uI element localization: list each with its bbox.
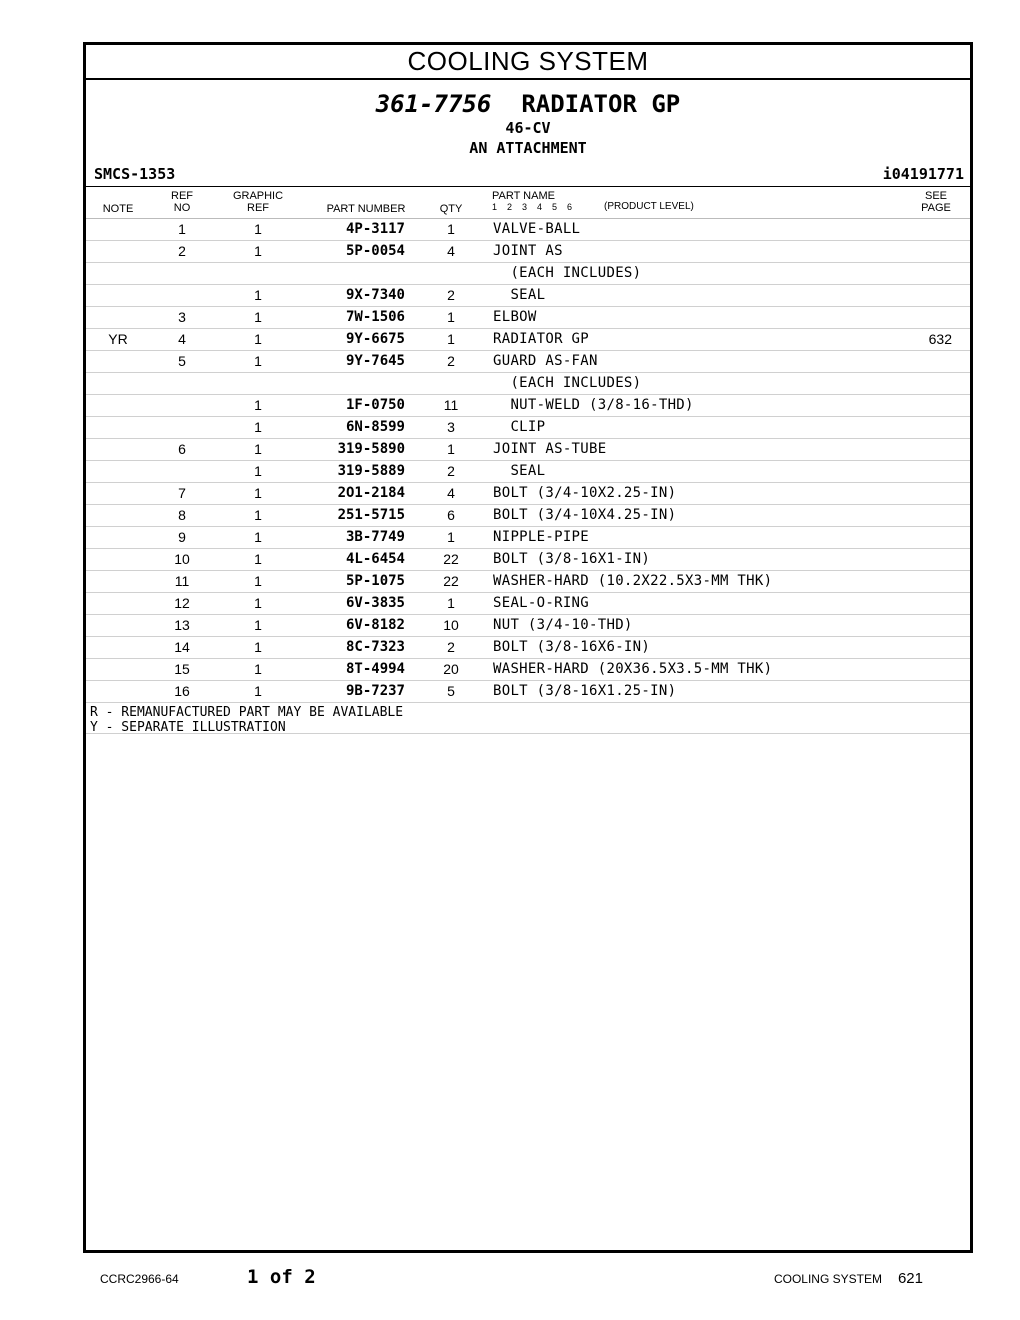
ref-no-cell: 13 — [174, 617, 190, 633]
graphic-ref-cell: 1 — [254, 617, 262, 633]
parts-page-frame — [83, 42, 973, 1253]
part-number-cell: 6N-8599 — [345, 419, 405, 435]
col-ref-top: REF — [171, 190, 193, 202]
part-name-cell: (EACH INCLUDES) — [493, 265, 642, 281]
part-name-cell: BOLT (3/8-16X1-IN) — [493, 551, 651, 567]
footer-page-number: 621 — [897, 1270, 923, 1287]
part-number-cell: 2O1-2184 — [337, 485, 405, 501]
ref-no-cell: 16 — [174, 683, 190, 699]
qty-cell: 1 — [447, 309, 455, 325]
graphic-ref-cell: 1 — [254, 639, 262, 655]
graphic-ref-cell: 1 — [254, 595, 262, 611]
table-row — [86, 395, 970, 417]
part-number-cell: 6V-3835 — [345, 595, 405, 611]
table-row — [86, 615, 970, 637]
part-name-cell: CLIP — [493, 419, 546, 435]
footer-section — [774, 1270, 923, 1287]
section-title: COOLING SYSTEM — [86, 45, 970, 80]
part-number-cell: 9Y-7645 — [345, 353, 405, 369]
ref-no-cell: 2 — [178, 243, 186, 259]
part-number-cell: 8T-4994 — [345, 661, 405, 677]
graphic-ref-cell: 1 — [254, 419, 262, 435]
col-see-bottom: PAGE — [921, 202, 951, 214]
ref-no-cell: 9 — [178, 529, 186, 545]
group-name: RADIATOR GP — [521, 90, 681, 118]
table-row — [86, 329, 970, 351]
ref-no-cell: 4 — [178, 331, 186, 347]
col-qty: QTY — [439, 203, 463, 215]
graphic-ref-cell: 1 — [254, 485, 262, 501]
see-page-cell: 632 — [928, 331, 952, 347]
group-header — [86, 80, 970, 160]
ref-no-cell: 8 — [178, 507, 186, 523]
table-row — [86, 351, 970, 373]
ref-no-cell: 1 — [178, 221, 186, 237]
graphic-ref-cell: 1 — [254, 551, 262, 567]
part-number-cell: 8C-7323 — [345, 639, 405, 655]
part-name-cell: BOLT (3/8-16X1.25-IN) — [493, 683, 677, 699]
qty-cell: 10 — [443, 617, 459, 633]
part-number-cell: 319-5889 — [337, 463, 405, 479]
graphic-ref-cell: 1 — [254, 463, 262, 479]
column-header-row — [86, 187, 970, 219]
ref-no-cell: 15 — [174, 661, 190, 677]
part-number-cell: 4L-6454 — [345, 551, 405, 567]
table-row — [86, 285, 970, 307]
qty-cell: 6 — [447, 507, 455, 523]
qty-cell: 22 — [443, 551, 459, 567]
smcs-row — [86, 160, 970, 187]
ref-no-cell: 7 — [178, 485, 186, 501]
document-id: i04191771 — [882, 165, 964, 183]
legend-separate-illustration: Y - SEPARATE ILLUSTRATION — [90, 720, 286, 735]
table-row — [86, 505, 970, 527]
ref-no-cell: 14 — [174, 639, 190, 655]
part-name-cell: NUT-WELD (3/8-16-THD) — [493, 397, 694, 413]
table-row — [86, 373, 970, 395]
graphic-ref-cell: 1 — [254, 683, 262, 699]
ref-no-cell: 11 — [174, 573, 190, 589]
part-name-cell: JOINT AS — [493, 243, 563, 259]
part-number-cell: 251-5715 — [337, 507, 405, 523]
part-name-cell: BOLT (3/4-10X4.25-IN) — [493, 507, 677, 523]
part-number-cell: 9B-7237 — [345, 683, 405, 699]
part-number-cell: 4P-3117 — [345, 221, 405, 237]
qty-cell: 11 — [443, 397, 459, 413]
col-graphic-bottom: REF — [247, 202, 269, 214]
part-name-cell: SEAL — [493, 287, 546, 303]
table-row — [86, 483, 970, 505]
legend-remanufactured: R - REMANUFACTURED PART MAY BE AVAILABLE — [90, 705, 404, 720]
part-name-cell: GUARD AS-FAN — [493, 353, 598, 369]
part-number-cell: 3B-7749 — [345, 529, 405, 545]
part-name-cell: VALVE-BALL — [493, 221, 581, 237]
group-number: 361-7756 — [375, 90, 492, 118]
qty-cell: 2 — [447, 463, 455, 479]
part-name-cell: WASHER-HARD (20X36.5X3.5-MM THK) — [493, 661, 773, 677]
ref-no-cell: 3 — [178, 309, 186, 325]
part-name-cell: WASHER-HARD (10.2X22.5X3-MM THK) — [493, 573, 773, 589]
part-number-cell: 1F-0750 — [345, 397, 405, 413]
table-row — [86, 417, 970, 439]
qty-cell: 1 — [447, 529, 455, 545]
table-row — [86, 659, 970, 681]
table-row — [86, 593, 970, 615]
part-name-cell: SEAL — [493, 463, 546, 479]
group-attachment: AN ATTACHMENT — [469, 139, 587, 157]
part-number-cell: 5P-0054 — [345, 243, 405, 259]
table-row — [86, 549, 970, 571]
graphic-ref-cell: 1 — [254, 309, 262, 325]
group-arrangement: 46-CV — [505, 119, 551, 137]
graphic-ref-cell: 1 — [254, 243, 262, 259]
table-row — [86, 219, 970, 241]
note-cell: YR — [108, 331, 128, 347]
part-name-cell: NUT (3/4-10-THD) — [493, 617, 633, 633]
part-name-cell: JOINT AS-TUBE — [493, 441, 607, 457]
col-see-top: SEE — [924, 190, 947, 202]
part-name-cell: (EACH INCLUDES) — [493, 375, 642, 391]
graphic-ref-cell: 1 — [254, 529, 262, 545]
table-row — [86, 461, 970, 483]
ref-no-cell: 5 — [178, 353, 186, 369]
qty-cell: 22 — [443, 573, 459, 589]
col-ref-bottom: NO — [173, 202, 191, 214]
qty-cell: 2 — [447, 639, 455, 655]
qty-cell: 1 — [447, 331, 455, 347]
graphic-ref-cell: 1 — [254, 353, 262, 369]
graphic-ref-cell: 1 — [254, 661, 262, 677]
table-row — [86, 637, 970, 659]
table-row — [86, 263, 970, 285]
part-name-cell: BOLT (3/8-16X6-IN) — [493, 639, 651, 655]
smcs-code: SMCS-1353 — [94, 165, 176, 183]
footer-doc-code: CCRC2966-64 — [100, 1272, 179, 1286]
ref-no-cell: 10 — [174, 551, 190, 567]
part-name-cell: NIPPLE-PIPE — [493, 529, 590, 545]
graphic-ref-cell: 1 — [254, 287, 262, 303]
group-title — [86, 90, 970, 118]
part-number-cell: 6V-8182 — [345, 617, 405, 633]
graphic-ref-cell: 1 — [254, 331, 262, 347]
part-number-cell: 9X-7340 — [345, 287, 405, 303]
col-part-number: PART NUMBER — [326, 203, 406, 215]
qty-cell: 1 — [447, 441, 455, 457]
qty-cell: 2 — [447, 287, 455, 303]
legend-notes — [86, 703, 970, 734]
footer-page-of: 1 of 2 — [247, 1266, 316, 1288]
col-product-level: (PRODUCT LEVEL) — [604, 201, 694, 212]
graphic-ref-cell: 1 — [254, 573, 262, 589]
col-graphic-top: GRAPHIC — [232, 190, 284, 202]
graphic-ref-cell: 1 — [254, 397, 262, 413]
graphic-ref-cell: 1 — [254, 507, 262, 523]
col-note: NOTE — [102, 203, 134, 215]
part-name-cell: ELBOW — [493, 309, 537, 325]
table-row — [86, 571, 970, 593]
parts-list — [86, 219, 970, 703]
part-number-cell: 5P-1075 — [345, 573, 405, 589]
part-number-cell: 319-5890 — [337, 441, 405, 457]
graphic-ref-cell: 1 — [254, 221, 262, 237]
qty-cell: 5 — [447, 683, 455, 699]
ref-no-cell: 12 — [174, 595, 190, 611]
table-row — [86, 439, 970, 461]
part-number-cell: 9Y-6675 — [345, 331, 405, 347]
ref-no-cell: 6 — [178, 441, 186, 457]
part-name-cell: BOLT (3/4-10X2.25-IN) — [493, 485, 677, 501]
table-row — [86, 681, 970, 703]
graphic-ref-cell: 1 — [254, 441, 262, 457]
table-row — [86, 527, 970, 549]
qty-cell: 1 — [447, 221, 455, 237]
part-name-cell: SEAL-O-RING — [493, 595, 590, 611]
qty-cell: 1 — [447, 595, 455, 611]
part-name-cell: RADIATOR GP — [493, 331, 590, 347]
col-levels: 1 2 3 4 5 6 — [492, 202, 573, 212]
qty-cell: 2 — [447, 353, 455, 369]
qty-cell: 3 — [447, 419, 455, 435]
table-row — [86, 307, 970, 329]
qty-cell: 20 — [443, 661, 459, 677]
table-row — [86, 241, 970, 263]
footer-section-name: COOLING SYSTEM — [773, 1272, 882, 1286]
qty-cell: 4 — [447, 243, 455, 259]
qty-cell: 4 — [447, 485, 455, 501]
col-part-name: PART NAME — [492, 190, 555, 202]
part-number-cell: 7W-1506 — [345, 309, 405, 325]
